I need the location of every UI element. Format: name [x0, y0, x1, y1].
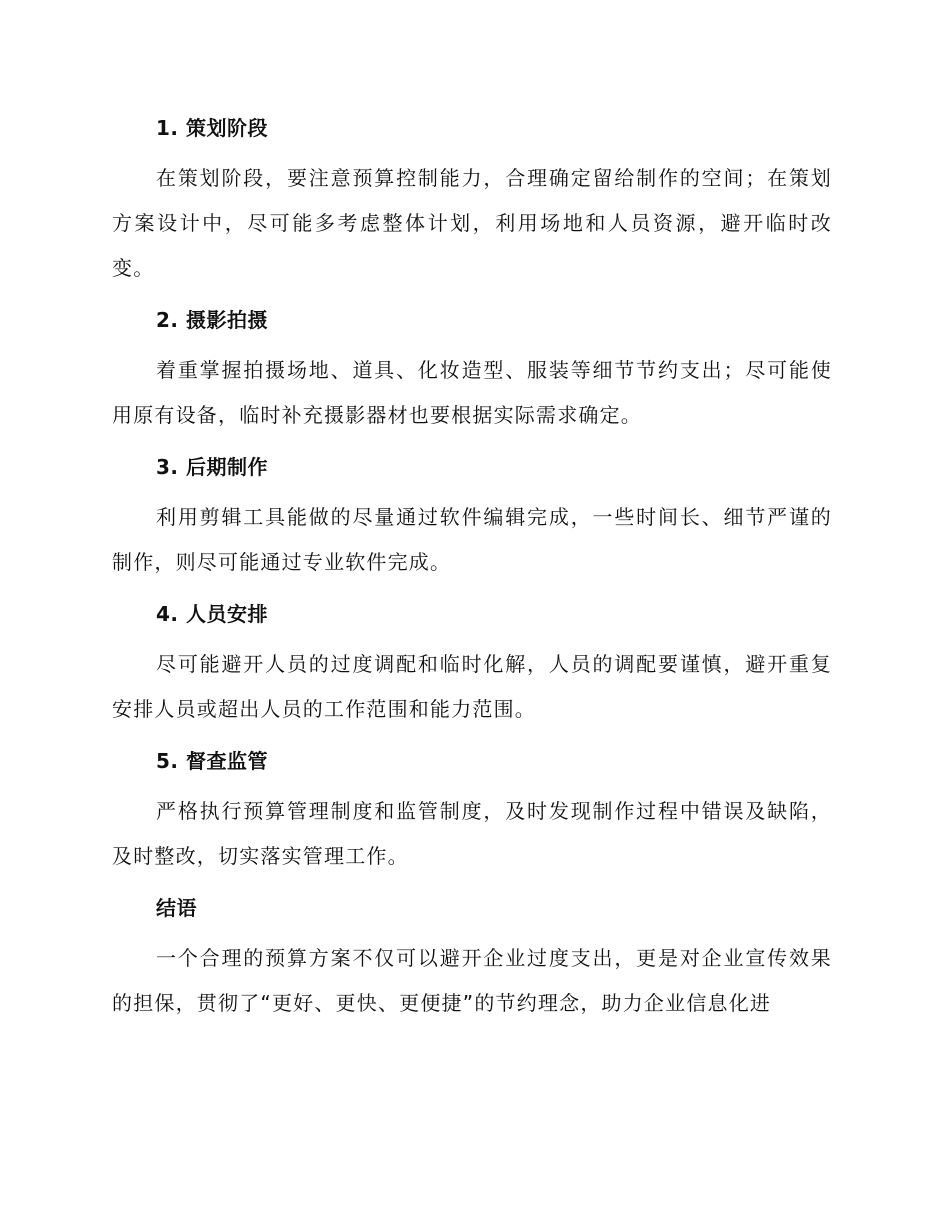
document-content: [112, 112, 832, 1039]
section-body-staffing: 尽可能避开人员的过度调配和临时化解，人员的调配要谨慎，避开重复安排人员或超出人员的工作范围和能力范围。: [112, 652, 832, 721]
section-heading-post-production: 3. 后期制作: [156, 455, 268, 479]
section-heading-planning: 1. 策划阶段: [156, 116, 268, 140]
section-heading-supervision: 5. 督查监管: [156, 749, 268, 773]
section-heading-photography: 2. 摄影拍摄: [156, 308, 268, 332]
section-body-conclusion: 一个合理的预算方案不仅可以避开企业过度支出，更是对企业宣传效果的担保，贯彻了“更好、更快、更便捷”的节约理念，助力企业信息化进: [112, 946, 832, 1015]
section-body-planning: 在策划阶段，要注意预算控制能力，合理确定留给制作的空间；在策划方案设计中，尽可能多考虑整体计划，利用场地和人员资源，避开临时改变。: [112, 166, 832, 280]
section-heading-conclusion: 结语: [156, 896, 197, 920]
section-body-post-production: 利用剪辑工具能做的尽量通过软件编辑完成，一些时间长、细节严谨的制作，则尽可能通过专业软件完成。: [112, 505, 832, 574]
section-heading-staffing: 4. 人员安排: [156, 602, 268, 626]
section-body-supervision: 严格执行预算管理制度和监管制度，及时发现制作过程中错误及缺陷，及时整改，切实落实管理工作。: [112, 799, 832, 868]
section-body-photography: 着重掌握拍摄场地、道具、化妆造型、服装等细节节约支出；尽可能使用原有设备，临时补充摄影器材也要根据实际需求确定。: [112, 358, 832, 427]
